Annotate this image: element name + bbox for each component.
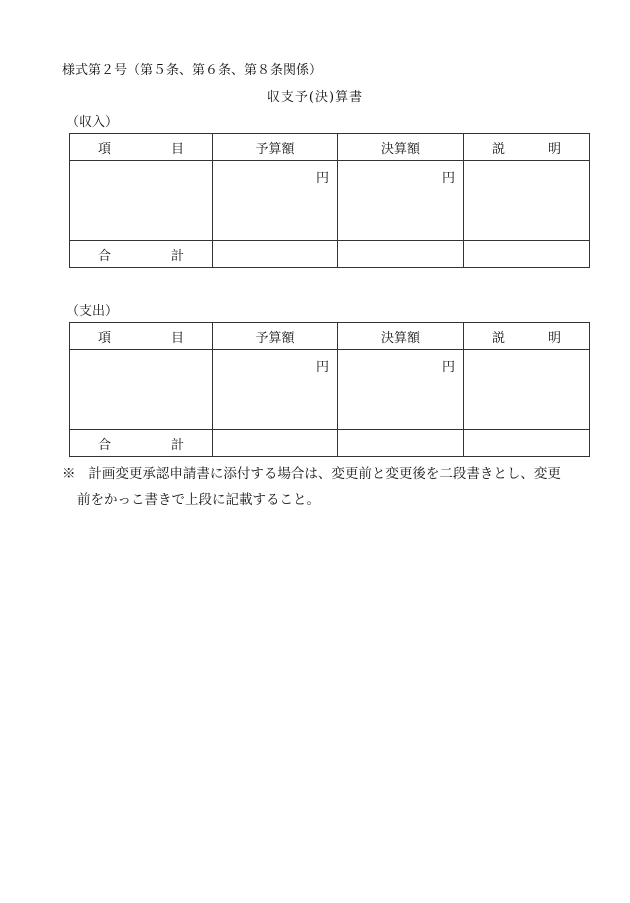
- expense-total-budget-cell[interactable]: [213, 430, 338, 457]
- expense-section-label: （支出）: [66, 304, 119, 319]
- income-budget-cell[interactable]: [213, 161, 338, 241]
- budget-column-header: 予算額: [213, 134, 338, 161]
- income-header-row: [70, 134, 590, 161]
- item-column-header: 項 目: [70, 134, 213, 161]
- budget-column-header: 予算額: [213, 323, 338, 350]
- yen-unit: 円: [315, 360, 329, 375]
- note-mark: ※: [62, 466, 76, 482]
- expense-item-cell[interactable]: [70, 350, 213, 430]
- settlement-column-header: 決算額: [338, 323, 464, 350]
- expense-total-settlement-cell[interactable]: [338, 430, 464, 457]
- income-total-settlement-cell[interactable]: [338, 241, 464, 268]
- footnote: [62, 461, 592, 513]
- yen-unit: 円: [441, 360, 455, 375]
- expense-total-description-cell[interactable]: [464, 430, 590, 457]
- expense-description-cell[interactable]: [464, 350, 590, 430]
- income-total-budget-cell[interactable]: [213, 241, 338, 268]
- form-number: 様式第２号（第５条、第６条、第８条関係）: [62, 63, 323, 78]
- expense-header-row: [70, 323, 590, 350]
- income-total-description-cell[interactable]: [464, 241, 590, 268]
- expense-budget-cell[interactable]: [213, 350, 338, 430]
- expense-table: [69, 322, 590, 457]
- yen-unit: 円: [315, 171, 329, 186]
- settlement-column-header: 決算額: [338, 134, 464, 161]
- note-line-2: 前をかっこ書きで上段に記載すること。: [77, 492, 320, 508]
- description-column-header: 説 明: [464, 134, 590, 161]
- income-total-row: [70, 241, 590, 268]
- expense-entry-row: [70, 350, 590, 430]
- note-line-1: 計画変更承認申請書に添付する場合は、変更前と変更後を二段書きとし、変更: [88, 466, 561, 482]
- income-entry-row: [70, 161, 590, 241]
- item-column-header: 項 目: [70, 323, 213, 350]
- income-table: [69, 133, 590, 268]
- income-section-label: （収入）: [66, 115, 119, 130]
- income-item-cell[interactable]: [70, 161, 213, 241]
- document-title: 収支予(決)算書: [266, 90, 364, 105]
- income-description-cell[interactable]: [464, 161, 590, 241]
- yen-unit: 円: [441, 171, 455, 186]
- expense-total-row: [70, 430, 590, 457]
- expense-settlement-cell[interactable]: [338, 350, 464, 430]
- income-settlement-cell[interactable]: [338, 161, 464, 241]
- total-label-cell: 合 計: [70, 241, 213, 268]
- total-label-cell: 合 計: [70, 430, 213, 457]
- description-column-header: 説 明: [464, 323, 590, 350]
